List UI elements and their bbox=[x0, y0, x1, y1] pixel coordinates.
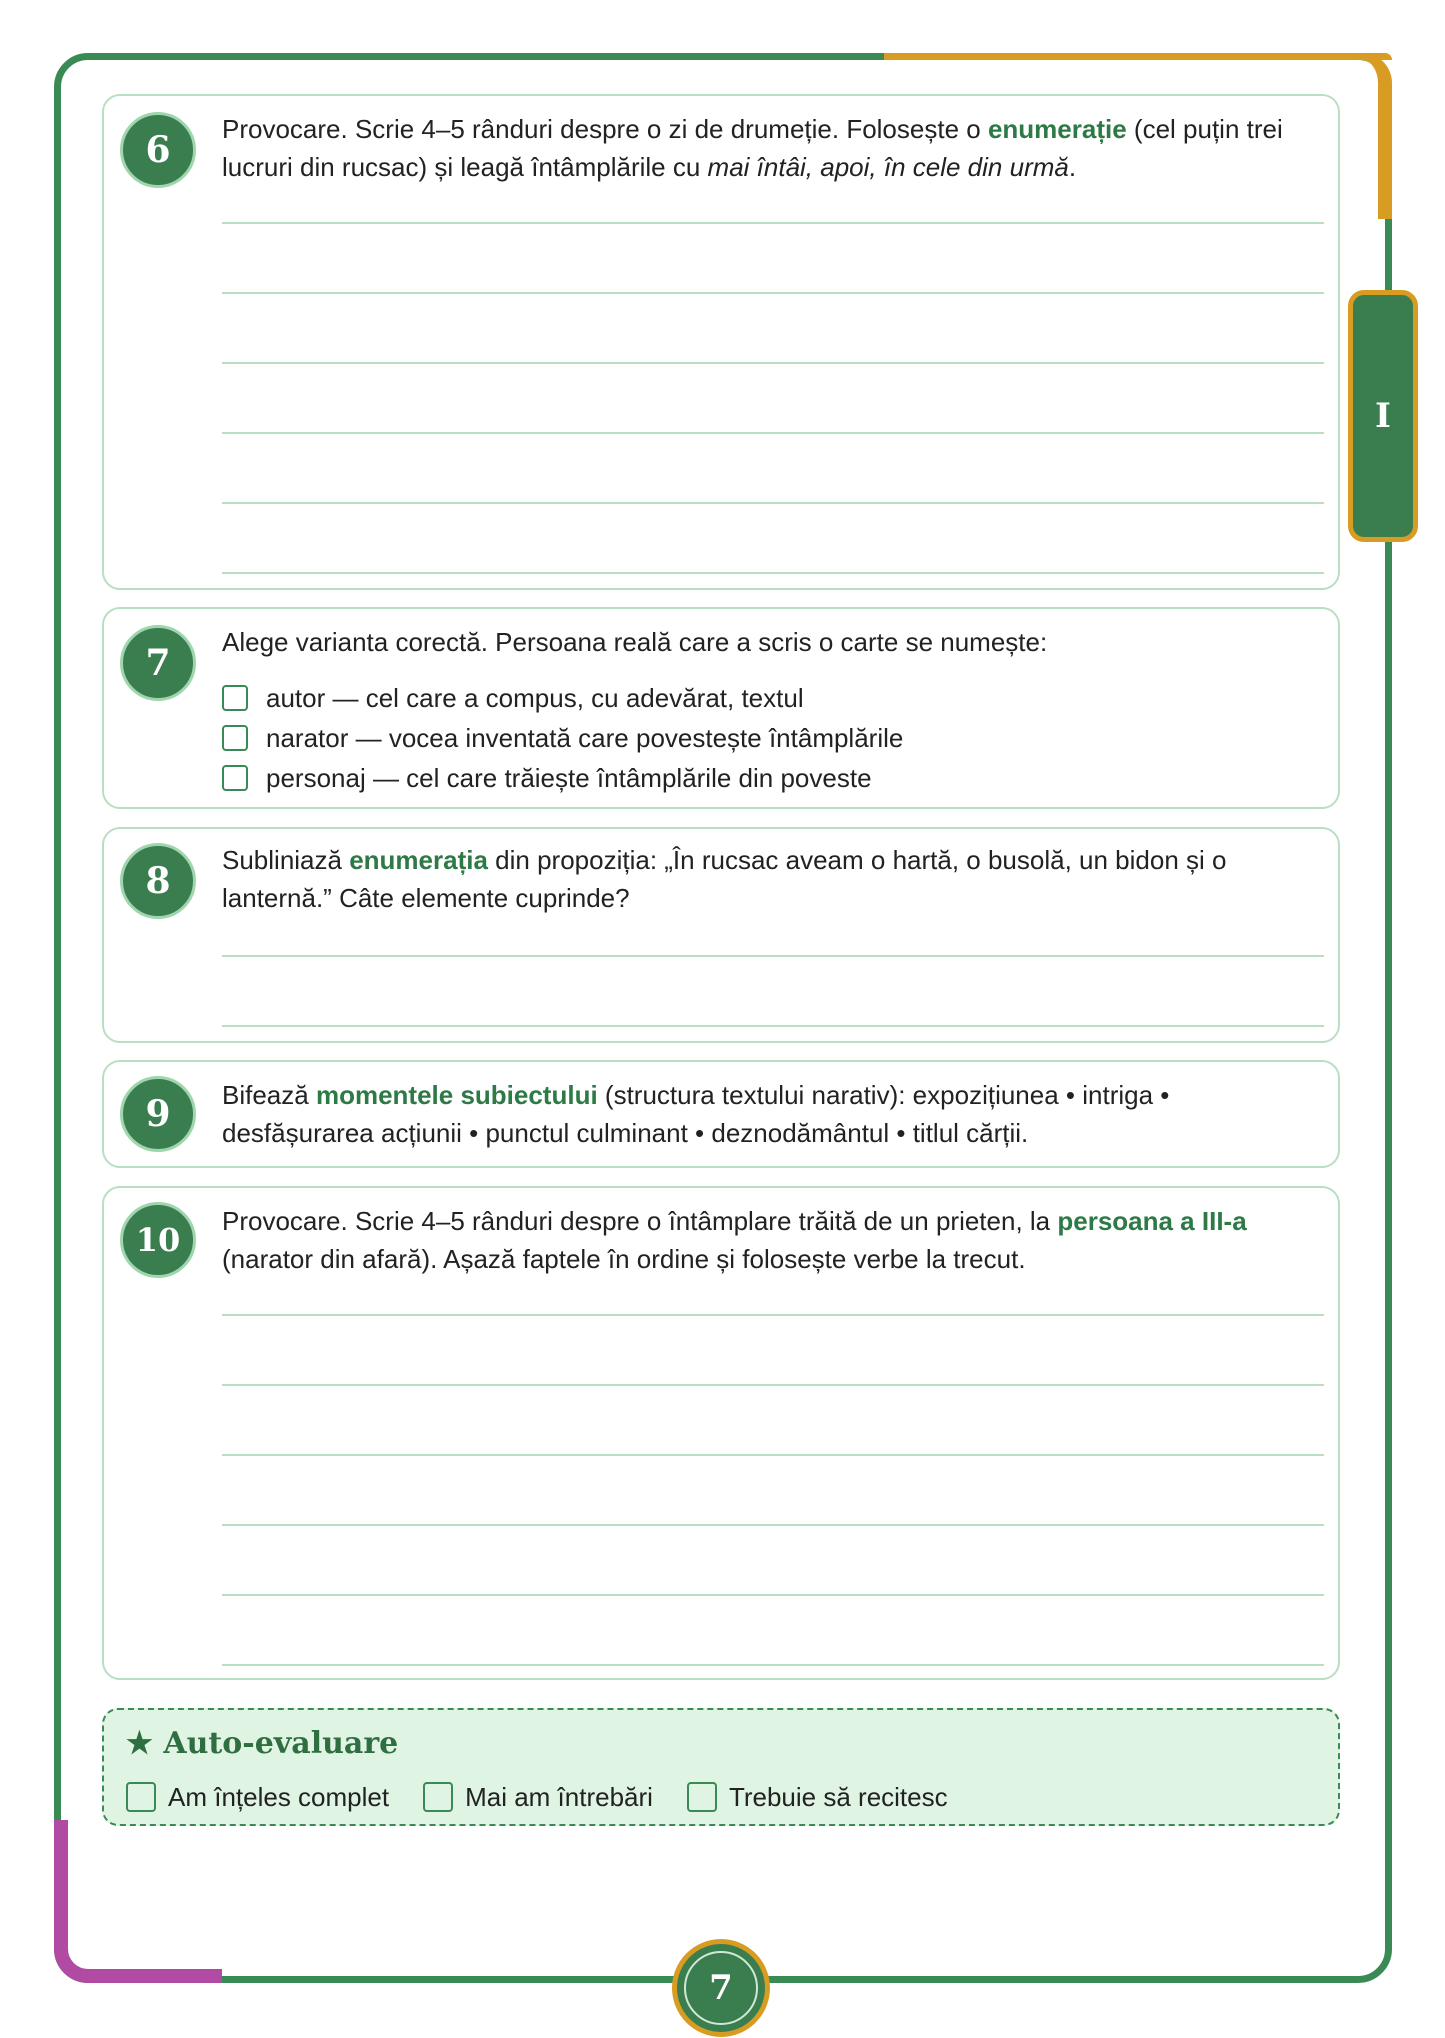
answer-line[interactable] bbox=[222, 502, 1324, 504]
question-text: Provocare. Scrie 4–5 rânduri despre o întâmplare trăită de un prieten, la persoana a III-a (narator din afară). Așază faptele în ordine și folosește verbe la trecut. bbox=[222, 1206, 1247, 1274]
answer-line[interactable] bbox=[222, 1384, 1324, 1386]
self-evaluation-title: ★ Auto-evaluare bbox=[126, 1726, 399, 1761]
question-number: 7 bbox=[120, 625, 196, 701]
page-number: 7 bbox=[684, 1951, 758, 2025]
answer-line[interactable] bbox=[222, 1594, 1324, 1596]
answer-line[interactable] bbox=[222, 362, 1324, 364]
question-card-9 bbox=[102, 1060, 1340, 1168]
answer-line[interactable] bbox=[222, 1524, 1324, 1526]
answer-line[interactable] bbox=[222, 222, 1324, 224]
option-autor[interactable]: autor — cel care a compus, cu adevărat, textul bbox=[222, 681, 804, 715]
answer-line[interactable] bbox=[222, 1025, 1324, 1027]
checkbox[interactable] bbox=[126, 1782, 156, 1812]
answer-line[interactable] bbox=[222, 432, 1324, 434]
frame-accent-gold bbox=[884, 53, 1392, 60]
checkbox[interactable] bbox=[687, 1782, 717, 1812]
answer-line[interactable] bbox=[222, 572, 1324, 574]
question-number: 9 bbox=[120, 1076, 196, 1152]
answer-line[interactable] bbox=[222, 955, 1324, 957]
answer-line[interactable] bbox=[222, 1664, 1324, 1666]
checkbox[interactable] bbox=[222, 725, 248, 751]
checkbox[interactable] bbox=[222, 685, 248, 711]
question-card-8 bbox=[102, 827, 1340, 1043]
checkbox[interactable] bbox=[423, 1782, 453, 1812]
question-card-10 bbox=[102, 1186, 1340, 1680]
answer-line[interactable] bbox=[222, 292, 1324, 294]
self-eval-option-reread[interactable]: Trebuie să recitesc bbox=[687, 1780, 948, 1814]
question-card-6 bbox=[102, 94, 1340, 590]
question-card-7 bbox=[102, 607, 1340, 809]
question-text: Provocare. Scrie 4–5 rânduri despre o zi de drumeție. Folosește o enumerație (cel puțin trei lucruri din rucsac) și leagă întâmplările cu mai întâi, apoi, în cele din urmă. bbox=[222, 114, 1283, 182]
page-number-badge bbox=[672, 1939, 770, 2037]
chapter-tab: I bbox=[1348, 290, 1418, 542]
answer-line[interactable] bbox=[222, 1314, 1324, 1316]
question-number: 8 bbox=[120, 843, 196, 919]
option-narator[interactable]: narator — vocea inventată care povestește întâmplările bbox=[222, 721, 903, 755]
frame-accent-magenta bbox=[54, 1820, 222, 1983]
self-eval-option-questions[interactable]: Mai am întrebări bbox=[423, 1780, 653, 1814]
question-text: Subliniază enumerația din propoziția: „În rucsac aveam o hartă, o busolă, un bidon și o lanternă.” Câte elemente cuprinde? bbox=[222, 845, 1227, 913]
checkbox[interactable] bbox=[222, 765, 248, 791]
self-eval-option-complete[interactable]: Am înțeles complet bbox=[126, 1780, 389, 1814]
option-personaj[interactable]: personaj — cel care trăiește întâmplările din poveste bbox=[222, 761, 872, 795]
answer-line[interactable] bbox=[222, 1454, 1324, 1456]
frame-accent-gold-corner bbox=[1362, 53, 1392, 219]
question-text: Alege varianta corectă. Persoana reală care a scris o carte se numește: bbox=[222, 627, 1048, 657]
question-number: 10 bbox=[120, 1202, 196, 1278]
question-number: 6 bbox=[120, 112, 196, 188]
question-text: Bifează momentele subiectului (structura textului narativ): expozițiunea • intriga • desfășurarea acțiunii • punctul culminant • deznodământul • titlul cărții. bbox=[222, 1080, 1170, 1148]
self-evaluation-box bbox=[102, 1708, 1340, 1826]
